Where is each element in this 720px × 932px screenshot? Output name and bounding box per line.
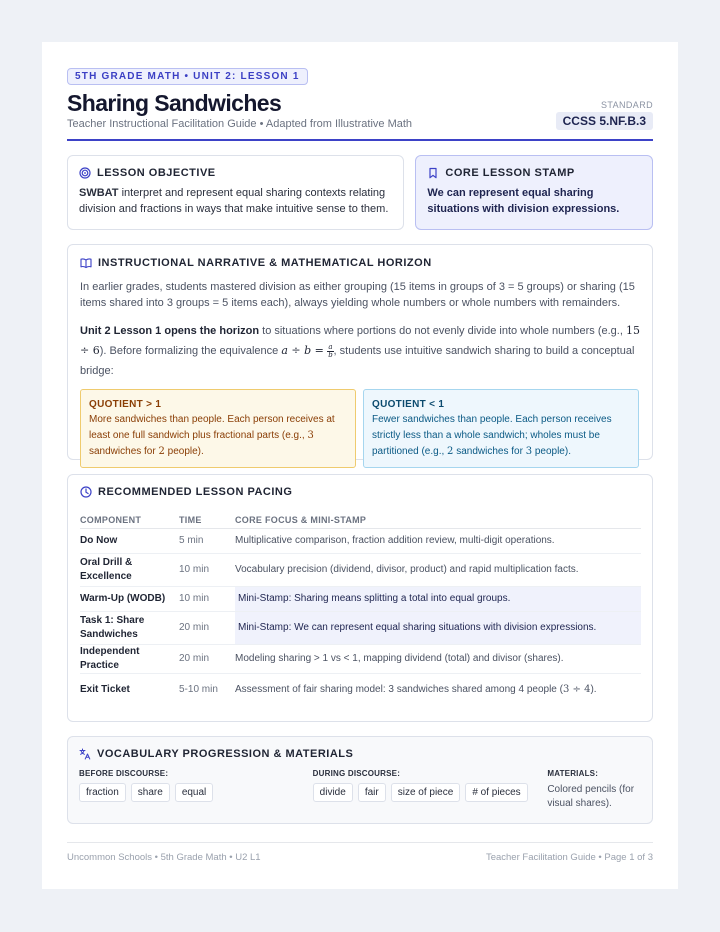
table-row xyxy=(80,586,641,611)
pacing-header-row xyxy=(80,512,641,528)
open-book-icon xyxy=(80,257,92,269)
row-component: Warm-Up (WODB) xyxy=(80,586,179,611)
vocab-heading-text: VOCABULARY PROGRESSION & MATERIALS xyxy=(97,748,354,760)
exit-focus-b: ). xyxy=(590,684,597,696)
qgt-text-c: people). xyxy=(164,446,204,457)
pacing-card xyxy=(67,474,653,722)
target-icon xyxy=(79,167,91,179)
quotient-less-card xyxy=(363,389,639,468)
para2-text-c: , students use intuitive sandwich sharing to build a conceptual bridge: xyxy=(80,345,635,377)
col-time: TIME xyxy=(179,512,235,528)
row-component: Do Now xyxy=(80,528,179,553)
narrative-heading xyxy=(80,257,640,269)
footer-left: Uncommon Schools • 5th Grade Math • U2 L1 xyxy=(67,852,261,863)
quotient-greater-card xyxy=(80,389,356,468)
row-time: 5 min xyxy=(179,528,235,553)
objective-row xyxy=(67,155,653,230)
header-left xyxy=(67,66,412,130)
vocab-chip: # of pieces xyxy=(465,783,527,802)
page-footer xyxy=(67,842,653,863)
bookmark-icon xyxy=(427,167,439,179)
footer-right: Teacher Facilitation Guide • Page 1 of 3 xyxy=(485,852,653,863)
quotient-less-text xyxy=(372,412,630,460)
table-row xyxy=(80,553,641,586)
row-focus: Modeling sharing > 1 vs < 1, mapping dividend (total) and divisor (shares). xyxy=(235,644,641,673)
para2-text-a: to situations where portions do not evenly divide into whole numbers (e.g., xyxy=(259,325,626,337)
qlt-text-a: Fewer sandwiches than people. Each person receives strictly less than a whole sandwich; wholes must be partitioned (e.g., xyxy=(372,414,612,457)
vocab-heading xyxy=(79,748,641,760)
materials xyxy=(547,769,641,811)
table-row xyxy=(80,644,641,673)
exit-focus-expr: 3 ÷ 4 xyxy=(562,684,591,696)
lesson-badge: 5TH GRADE MATH • UNIT 2: LESSON 1 xyxy=(67,68,308,85)
during-label: DURING DISCOURSE: xyxy=(312,769,401,778)
pacing-table xyxy=(80,512,641,706)
qlt-text-c: people). xyxy=(532,446,571,457)
standard-block xyxy=(556,100,653,130)
row-time: 5-10 min xyxy=(179,684,218,696)
materials-text: Colored pencils (for visual shares). xyxy=(547,784,635,809)
materials-label: MATERIALS: xyxy=(547,769,599,778)
quotient-greater-title: QUOTIENT > 1 xyxy=(89,399,162,410)
row-focus-mini-stamp: Mini-Stamp: We can represent equal sharing situations with division expressions. xyxy=(235,611,641,644)
narrative-heading-text: INSTRUCTIONAL NARRATIVE & MATHEMATICAL HORIZON xyxy=(98,257,432,269)
stamp-heading xyxy=(427,167,641,179)
row-time: 10 min xyxy=(179,586,235,611)
row-time: 20 min xyxy=(179,644,235,673)
vocab-columns xyxy=(79,769,641,811)
objective-body: interpret and represent equal sharing contexts relating division and fractions in ways that make intuitive sense to them. xyxy=(79,187,389,215)
pacing-heading-text: RECOMMENDED LESSON PACING xyxy=(98,486,293,498)
vocab-chip: equal xyxy=(175,783,213,802)
lesson-objective-card xyxy=(67,155,404,230)
quotient-less-title: QUOTIENT < 1 xyxy=(372,399,445,410)
qgt-text-b: sandwiches for xyxy=(89,446,159,457)
row-time: 10 min xyxy=(179,553,235,586)
translate-icon xyxy=(79,748,91,760)
row-focus xyxy=(235,673,641,706)
row-component: Task 1: Share Sandwiches xyxy=(80,611,179,644)
qlt-num2: 3 xyxy=(525,446,533,457)
row-component: Independent Practice xyxy=(80,644,179,673)
qlt-num1: 2 xyxy=(447,446,454,457)
stamp-text: We can represent equal sharing situations with division expressions. xyxy=(427,187,620,215)
vocab-chip: share xyxy=(131,783,170,802)
table-row xyxy=(80,611,641,644)
row-time: 20 min xyxy=(179,611,235,644)
before-chips xyxy=(79,783,313,802)
horizon-lead: Unit 2 Lesson 1 opens the horizon xyxy=(80,325,260,337)
narrative-paragraph-1: In earlier grades, students mastered division as either grouping (15 items in groups of 3 = 5 groups) or sharing (15 items shared into 3 groups = 5 items each), always yielding whole numbers or whole numbers with remainders. xyxy=(80,281,635,309)
standard-label: STANDARD xyxy=(600,100,653,110)
row-component: Exit Ticket xyxy=(80,683,130,695)
qgt-num1: 3 xyxy=(307,430,314,441)
core-stamp-card xyxy=(415,155,653,230)
vocab-chip: fraction xyxy=(79,783,126,802)
objective-heading-text: LESSON OBJECTIVE xyxy=(97,167,216,179)
page-title: Sharing Sandwiches xyxy=(67,90,282,116)
row-focus-mini-stamp: Mini-Stamp: Sharing means splitting a total into equal groups. xyxy=(235,586,641,611)
vocab-chip: fair xyxy=(358,783,386,802)
col-focus: CORE FOCUS & MINI-STAMP xyxy=(235,512,641,528)
exit-focus-a: Assessment of fair sharing model: 3 sandwiches shared among 4 people ( xyxy=(235,684,563,696)
stamp-heading-text: CORE LESSON STAMP xyxy=(445,167,575,179)
clock-icon xyxy=(80,486,92,498)
math-expression: 15 ÷ 6 xyxy=(80,324,640,357)
vocab-chip: divide xyxy=(313,783,353,802)
quotient-cards xyxy=(80,389,640,468)
guide-page xyxy=(42,42,678,889)
table-row xyxy=(80,528,641,553)
qlt-text-b: sandwiches for xyxy=(453,446,526,457)
qgt-num2: 2 xyxy=(158,446,165,457)
row-focus: Vocabulary precision (dividend, divisor, product) and rapid multiplication facts. xyxy=(235,553,641,586)
quotient-greater-text xyxy=(89,412,347,460)
objective-text xyxy=(79,185,392,217)
pacing-heading xyxy=(80,486,640,498)
equivalence-formula: a ÷ b = $\frac{a}{b}$ xyxy=(281,342,333,359)
narrative-card xyxy=(67,244,653,460)
standard-code: CCSS 5.NF.B.3 xyxy=(556,112,653,130)
during-chips xyxy=(313,783,548,802)
objective-heading xyxy=(79,167,392,179)
row-component: Oral Drill & Excellence xyxy=(80,553,179,586)
before-discourse xyxy=(79,769,313,811)
during-discourse xyxy=(313,769,548,811)
row-focus: Multiplicative comparison, fraction addition review, multi-digit operations. xyxy=(235,528,641,553)
page-subtitle: Teacher Instructional Facilitation Guide • Adapted from Illustrative Math xyxy=(67,118,413,130)
col-component: COMPONENT xyxy=(80,512,179,528)
before-label: BEFORE DISCOURSE: xyxy=(79,769,169,778)
objective-lead: SWBAT xyxy=(79,187,119,199)
table-row xyxy=(80,673,641,706)
header-divider xyxy=(67,139,653,141)
para2-text-b: ). Before formalizing the equivalence xyxy=(99,345,282,357)
vocabulary-card xyxy=(67,736,653,824)
narrative-paragraph-2 xyxy=(80,321,640,381)
qgt-text-a: More sandwiches than people. Each person receives at least one full sandwich plus fractional parts (e.g., xyxy=(89,414,335,441)
vocab-chip: size of piece xyxy=(391,783,461,802)
header xyxy=(67,66,653,130)
